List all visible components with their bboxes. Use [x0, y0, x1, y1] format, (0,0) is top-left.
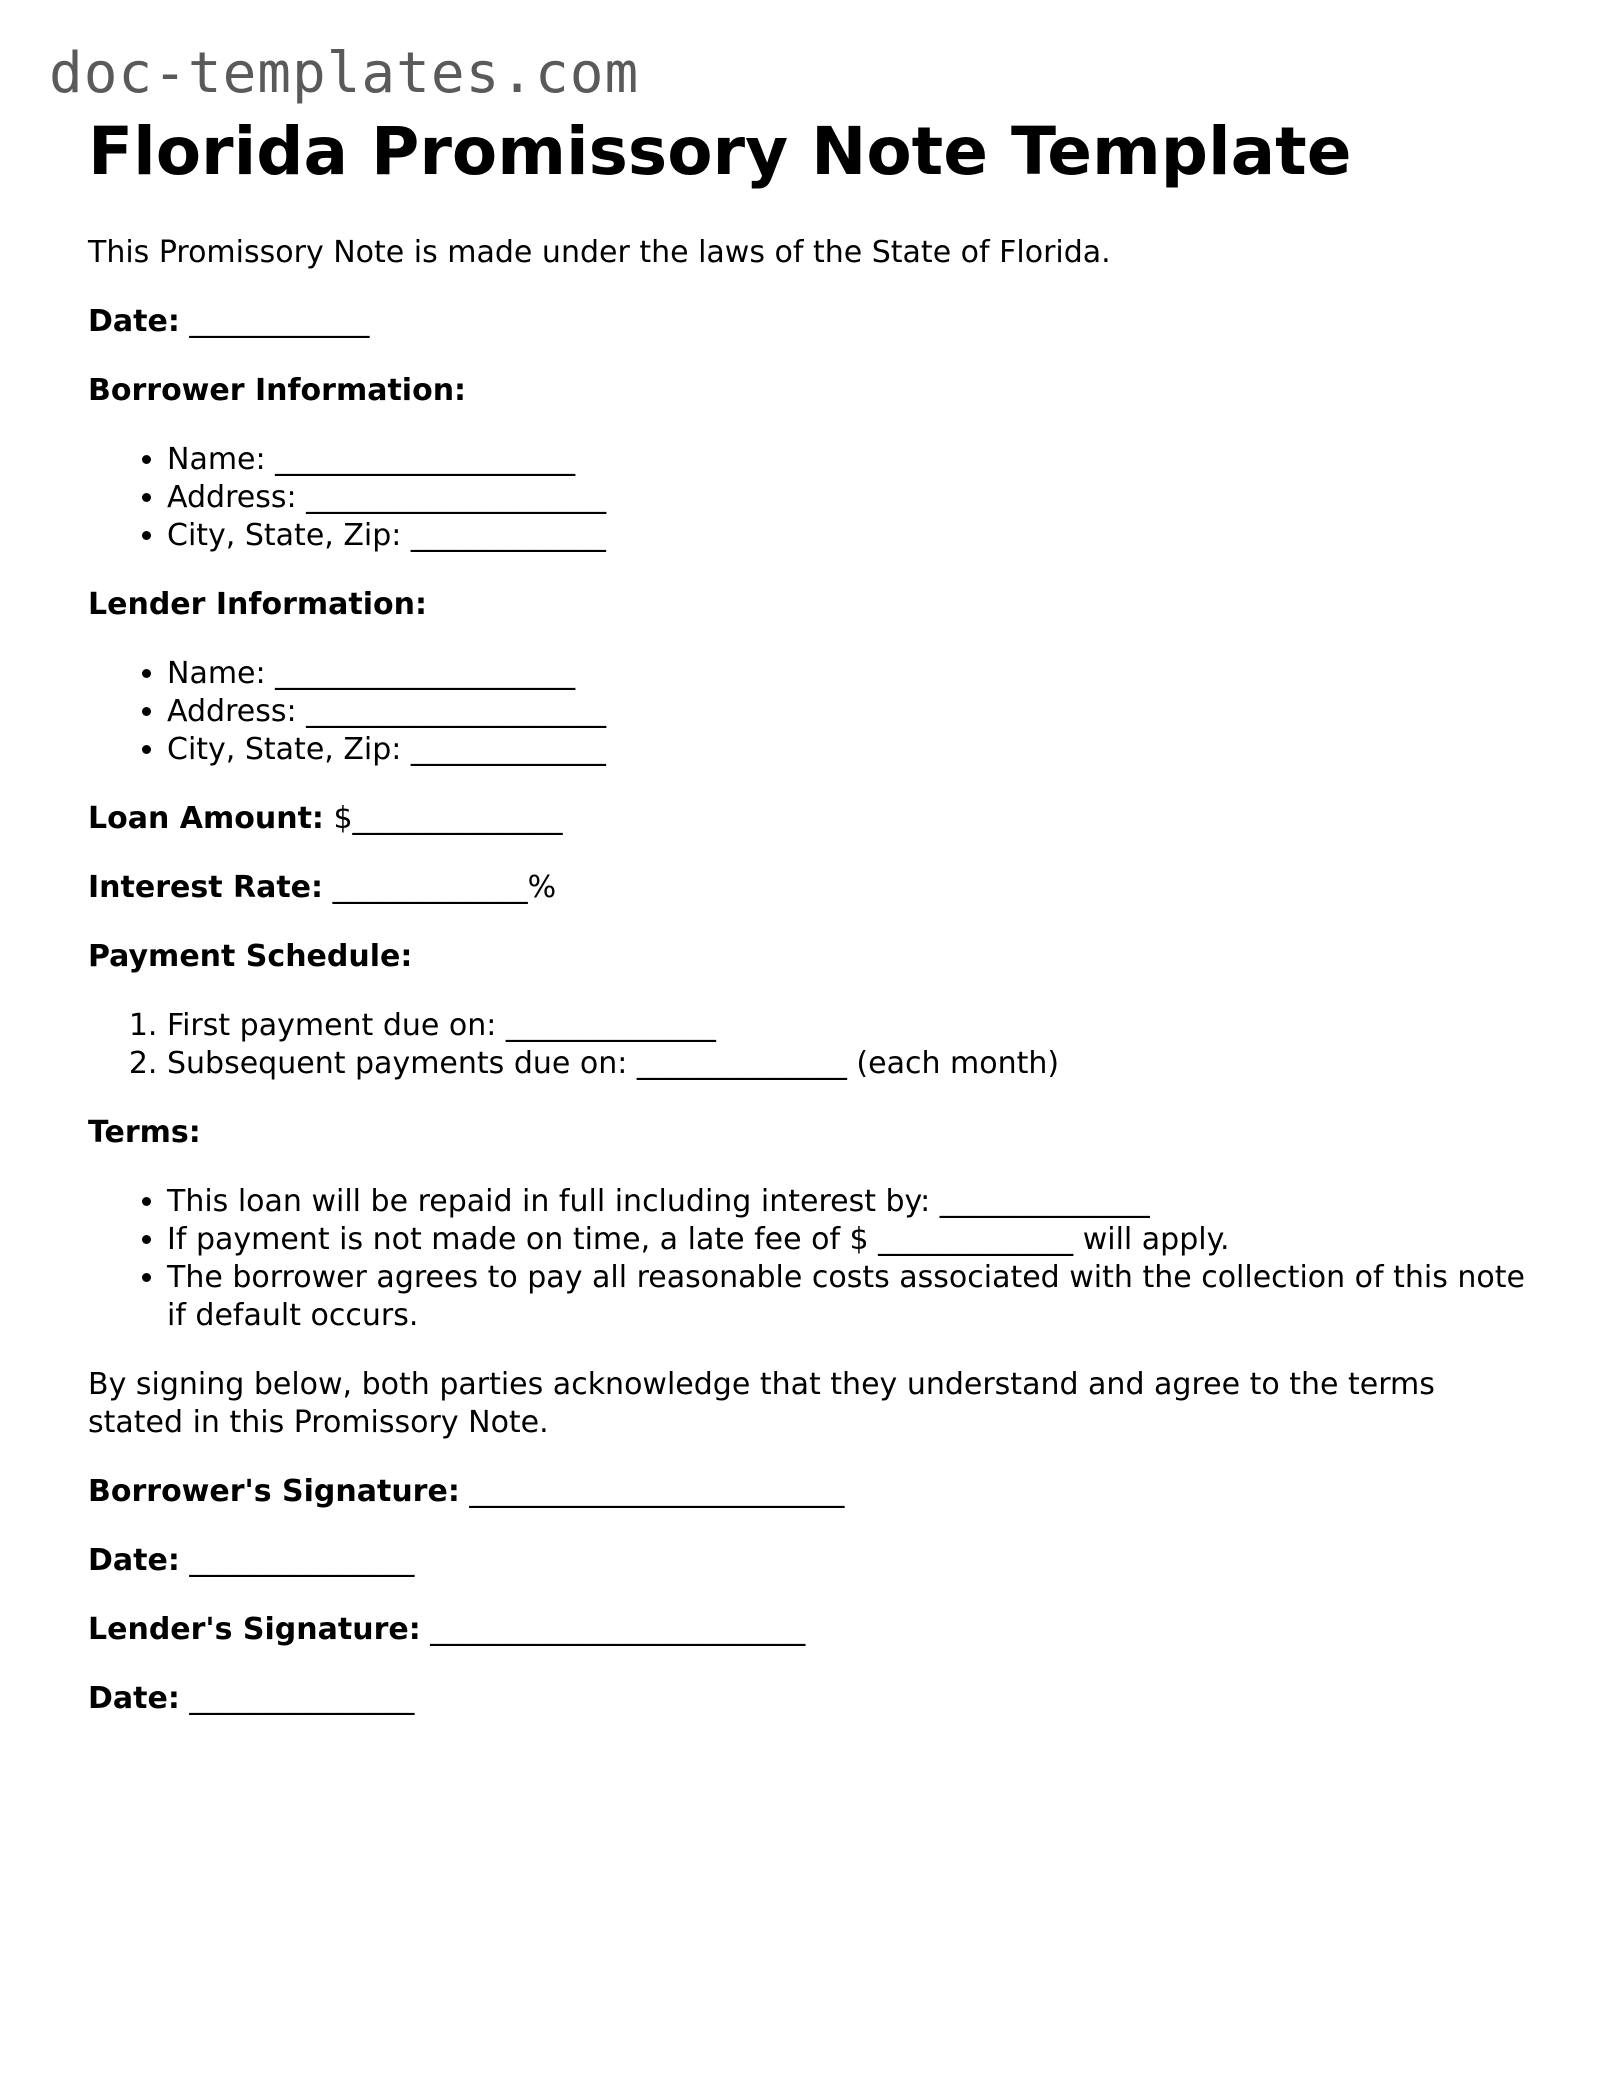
list-item: • Address: ____________________: [167, 693, 1528, 731]
interest-rate-label: Interest Rate:: [88, 870, 324, 905]
document-page: [88, 112, 1528, 1749]
interest-rate-field: [88, 869, 1528, 907]
interest-rate-blank: _____________%: [323, 870, 557, 905]
borrower-date-label: Date:: [88, 1543, 180, 1578]
borrower-signature-label: Borrower's Signature:: [88, 1474, 460, 1509]
site-watermark: doc-templates.com: [49, 41, 640, 106]
borrower-signature-field: [88, 1473, 1528, 1511]
lender-signature-label: Lender's Signature:: [88, 1612, 421, 1647]
borrower-heading: Borrower Information:: [88, 373, 467, 408]
loan-amount-label: Loan Amount:: [88, 801, 324, 836]
borrower-date-field: [88, 1542, 1528, 1580]
lender-list: [88, 655, 1528, 769]
payment-schedule-list: [88, 1007, 1528, 1083]
terms-heading: Terms:: [88, 1115, 201, 1150]
acknowledgement-text: By signing below, both parties acknowledge that they understand and agree to the terms stated in this Promissory Note.: [88, 1367, 1435, 1440]
payment-schedule-heading: Payment Schedule:: [88, 939, 413, 974]
list-item: 1. First payment due on: ______________: [167, 1007, 1528, 1045]
page-title: Florida Promissory Note Template: [88, 113, 1352, 190]
borrower-date-blank: _______________: [179, 1543, 415, 1578]
list-item: • This loan will be repaid in full including interest by: ______________: [167, 1183, 1528, 1221]
lender-signature-blank: _________________________: [420, 1612, 806, 1647]
terms-list: [88, 1183, 1528, 1335]
list-item: • Address: ____________________: [167, 479, 1528, 517]
date-label: Date:: [88, 304, 180, 339]
list-item: • City, State, Zip: _____________: [167, 517, 1528, 555]
date-field: [88, 303, 1528, 341]
list-item: • Name: ____________________: [167, 441, 1528, 479]
lender-date-blank: _______________: [179, 1681, 415, 1716]
lender-heading: Lender Information:: [88, 587, 427, 622]
list-item: • The borrower agrees to pay all reasonable costs associated with the collection of this note if default occurs.: [167, 1259, 1528, 1335]
loan-amount-field: [88, 800, 1528, 838]
list-item: • City, State, Zip: _____________: [167, 731, 1528, 769]
borrower-signature-blank: _________________________: [459, 1474, 845, 1509]
list-item: • Name: ____________________: [167, 655, 1528, 693]
intro-text: This Promissory Note is made under the laws of the State of Florida.: [88, 235, 1111, 270]
loan-amount-blank: $______________: [323, 801, 563, 836]
borrower-list: [88, 441, 1528, 555]
lender-date-label: Date:: [88, 1681, 180, 1716]
lender-signature-field: [88, 1611, 1528, 1649]
lender-date-field: [88, 1680, 1528, 1718]
date-blank: ____________: [179, 304, 370, 339]
list-item: 2. Subsequent payments due on: ______________ (each month): [167, 1045, 1528, 1083]
list-item: • If payment is not made on time, a late fee of $ _____________ will apply.: [167, 1221, 1528, 1259]
